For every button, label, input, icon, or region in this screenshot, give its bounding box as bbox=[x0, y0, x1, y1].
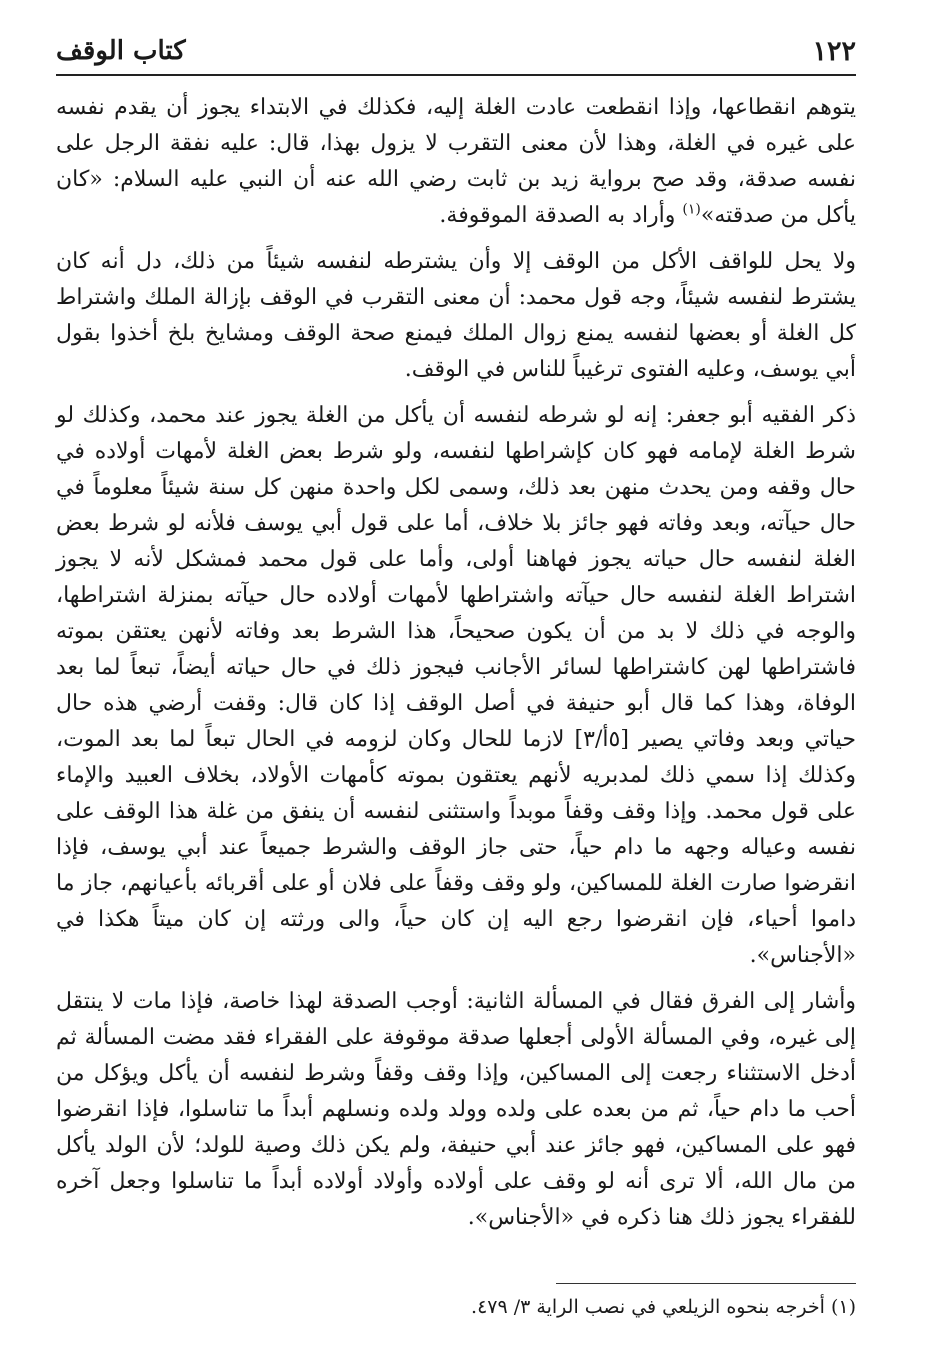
paragraph-text: يتوهم انقطاعها، وإذا انقطعت عادت الغلة إليه، فكذلك في الابتداء يجوز أن يقدم نفسه على غيره في الغلة، وهذا لأن معنى التقرب لا يزول بهذا، قال: عليه نفقة الرجل على نفسه صدقة، وقد صح برواية زيد بن ثابت رضي الله عنه أن النبي عليه السلام: «كان يأكل من صدقته» bbox=[56, 95, 856, 228]
main-text bbox=[56, 90, 856, 1246]
footnote-divider bbox=[556, 1283, 856, 1284]
footnote-text: أخرجه بنحوه الزيلعي في نصب الراية ٣/ ٤٧٩. bbox=[471, 1296, 825, 1318]
paragraph-text-tail: وأراد به الصدقة الموقوفة. bbox=[439, 203, 683, 228]
footnote-reference[interactable]: (١) bbox=[682, 201, 701, 218]
paragraph-4: وأشار إلى الفرق فقال في المسألة الثانية: أوجب الصدقة لهذا خاصة، فإذا مات لا ينتقل إلى غيره، وفي المسألة الأولى أجعلها صدقة موقوفة على الفقراء فقد مضت المسألة ثم أدخل الاستثناء رجعت إلى المساكين، وإذا وقف وقفاً وشرط لنفسه أن يأكل ويؤكل من أحب ما دام حياً، ثم من بعده على ولده وولد ولده ونسلهم أبداً ما تناسلوا، فإذا انقرضوا فهو على المساكين، فهو جائز عند أبي حنيفة، ولم يكن ذلك وصية للولد؛ لأن الولد يأكل من مال الله، ألا ترى أنه لو وقف على أولاده وأولاد أولاده أبداً ما تناسلوا وجعل آخره للفقراء يجوز ذلك هنا ذكره في «الأجناس». bbox=[56, 989, 856, 1230]
paragraph-2: ولا يحل للواقف الأكل من الوقف إلا وأن يشترطه لنفسه شيئاً من ذلك، دل أنه كان يشترط لنفسه شيئاً، وجه قول محمد: أن معنى التقرب في الوقف بإزالة الملك واشتراط كل الغلة أو بعضها لنفسه يمنع زوال الملك فيمنع صحة الوقف ومشايخ بلخ أخذوا بقول أبي يوسف، وعليه الفتوى ترغيباً للناس في الوقف. bbox=[56, 249, 857, 382]
paragraph-1 bbox=[56, 90, 856, 234]
paragraph-3: ذكر الفقيه أبو جعفر: إنه لو شرطه لنفسه أن يأكل من الغلة يجوز عند محمد، وكذلك لو شرط الغلة لإمامه فهو كان كإشراطها لنفسه، ولو شرط بعض الغلة لأمهات أولاده في حال وقفه ومن يحدث منهن بعد ذلك، وسمى لكل واحدة منهن كل سنة شيئاً معلوماً في حال حيآته، وبعد وفاته فهو جائز بلا خلاف، أما على قول أبي يوسف فلأنه لو شرط بعض الغلة لنفسه حال حياته يجوز فهاهنا أولى، وأما على قول محمد فمشكل لأنه لا يجوز اشتراط الغلة لنفسه حال حيآته واشتراطها لأمهات أولاده حال حيآته بمنزلة اشتراطها، والوجه في ذلك لا بد من أن يكون صحيحاً، هذا الشرط بعد وفاته لأنهن يعتقن بموته فاشتراطها لهن كاشتراطها لسائر الأجانب فيجوز ذلك في حال حياته أيضاً، تبعاً لما بعد الوفاة، وهذا كما قال أبو حنيفة في أصل الوقف إذا كان قال: وقفت أرضي هذه حال حياتي وبعد وفاتي يصير [٥أ/٣] لازما للحال وكان لزومه في الحال تبعاً لما بعد الموت، وكذلك إذا سمي ذلك لمدبريه لأنهم يعتقون بموته كأمهات الأولاد، بخلاف العبيد والإماء على قول محمد. وإذا وقف وقفاً موبداً واستثنى لنفسه أن ينفق من غلة هذا الوقف على نفسه وعياله وجهه ما دام حياً، حتى جاز الوقف والشرط جميعاً عند أبي يوسف، فإذا انقرضوا صارت الغلة للمساكين، ولو وقف وقفاً على فلان أو على أقربائه بأعيانهم، جاز ما داموا أحياء، فإن انقرضوا رجع اليه إن كان حياً، والى ورثته إن كان ميتاً هكذا في «الأجناس». bbox=[56, 403, 856, 968]
book-title: كتاب الوقف bbox=[56, 36, 186, 66]
header-divider bbox=[56, 74, 856, 76]
page-number: ١٢٢ bbox=[812, 36, 856, 67]
footnote-number: (١) bbox=[830, 1296, 856, 1318]
running-header bbox=[56, 30, 856, 70]
footnote bbox=[56, 1292, 856, 1322]
